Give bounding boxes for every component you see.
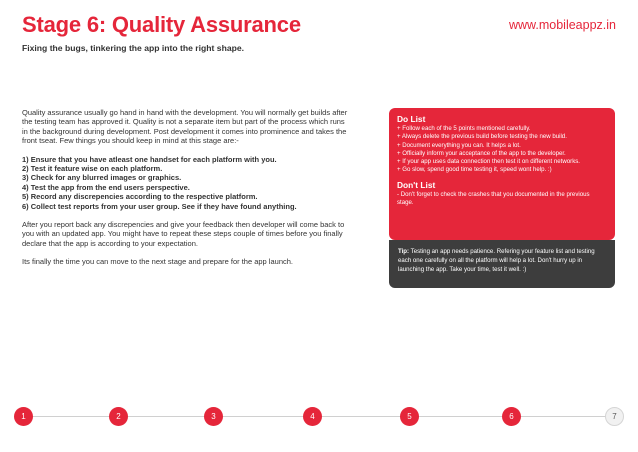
feedback-paragraph: After you report back any discrepencies and give your feedback then developer will come back to you with an updated app. You might have to repeat these steps couple of times before you finally declare that the app is according to your expectation. xyxy=(22,220,345,248)
tip-box xyxy=(389,240,615,288)
checklist-item: 4) Test the app from the end users perspective. xyxy=(22,182,190,192)
main-content xyxy=(22,108,348,276)
timeline-step-1[interactable]: 1 xyxy=(14,407,33,426)
checklist-item: 1) Ensure that you have atleast one handset for each platform with you. xyxy=(22,154,277,164)
do-list-item: + Document everything you can. It helps a lot. xyxy=(397,141,521,149)
timeline-step-6[interactable]: 6 xyxy=(502,407,521,426)
dont-list-item: - Don't forget to check the crashes that you documented in the previous stage. xyxy=(397,190,590,207)
do-list-heading: Do List xyxy=(397,114,426,124)
do-list-item: + Always delete the previous build before testing the new build. xyxy=(397,133,567,141)
tip-label: Tip: xyxy=(398,248,410,255)
website-link[interactable]: www.mobileappz.in xyxy=(509,18,616,32)
tip-text: Testing an app needs patience. Refering your feature list and testing each one carefully on all the platform will help a lot. Don't hurry up in launching the app. Take your time, test it well. :) xyxy=(398,248,595,273)
page-subtitle: Fixing the bugs, tinkering the app into the right shape. xyxy=(22,43,245,53)
intro-paragraph: Quality assurance usually go hand in hand with the development. You will normally get builds after the testing team has approved it. Quality is not a separate item but part of the process which runs in the background during development. Post development it comes into prominence and takes the front tseat. Few things you should keep in mind at this stage are:- xyxy=(22,108,348,146)
timeline-step-2[interactable]: 2 xyxy=(109,407,128,426)
dont-list-heading: Don't List xyxy=(397,179,436,190)
timeline-step-4[interactable]: 4 xyxy=(303,407,322,426)
do-list xyxy=(397,125,607,175)
next-stage-paragraph: Its finally the time you can move to the next stage and prepare for the app launch. xyxy=(22,257,293,267)
do-list-item: + If your app uses data connection then test it on different networks. xyxy=(397,158,580,166)
checklist-item: 5) Record any discrepencies according to the respective platform. xyxy=(22,192,258,202)
checklist xyxy=(22,155,348,211)
do-list-item: + Go slow, spend good time testing it, speed wont help. :) xyxy=(397,166,552,174)
checklist-item: 2) Test it feature wise on each platform. xyxy=(22,164,163,174)
checklist-item: 3) Check for any blurred images or graphics. xyxy=(22,173,182,183)
timeline-step-5[interactable]: 5 xyxy=(400,407,419,426)
timeline-step-3[interactable]: 3 xyxy=(204,407,223,426)
stage-timeline xyxy=(0,402,638,432)
checklist-item: 6) Collect test reports from your user group. See if they have found anything. xyxy=(22,201,297,211)
do-list-item: + Follow each of the 5 points mentioned carefully. xyxy=(397,125,531,132)
do-list-box xyxy=(389,108,615,240)
page-title: Stage 6: Quality Assurance xyxy=(22,12,301,37)
timeline-step-7[interactable]: 7 xyxy=(605,407,624,426)
do-list-item: + Officially inform your acceptance of the app to the developer. xyxy=(397,149,566,157)
